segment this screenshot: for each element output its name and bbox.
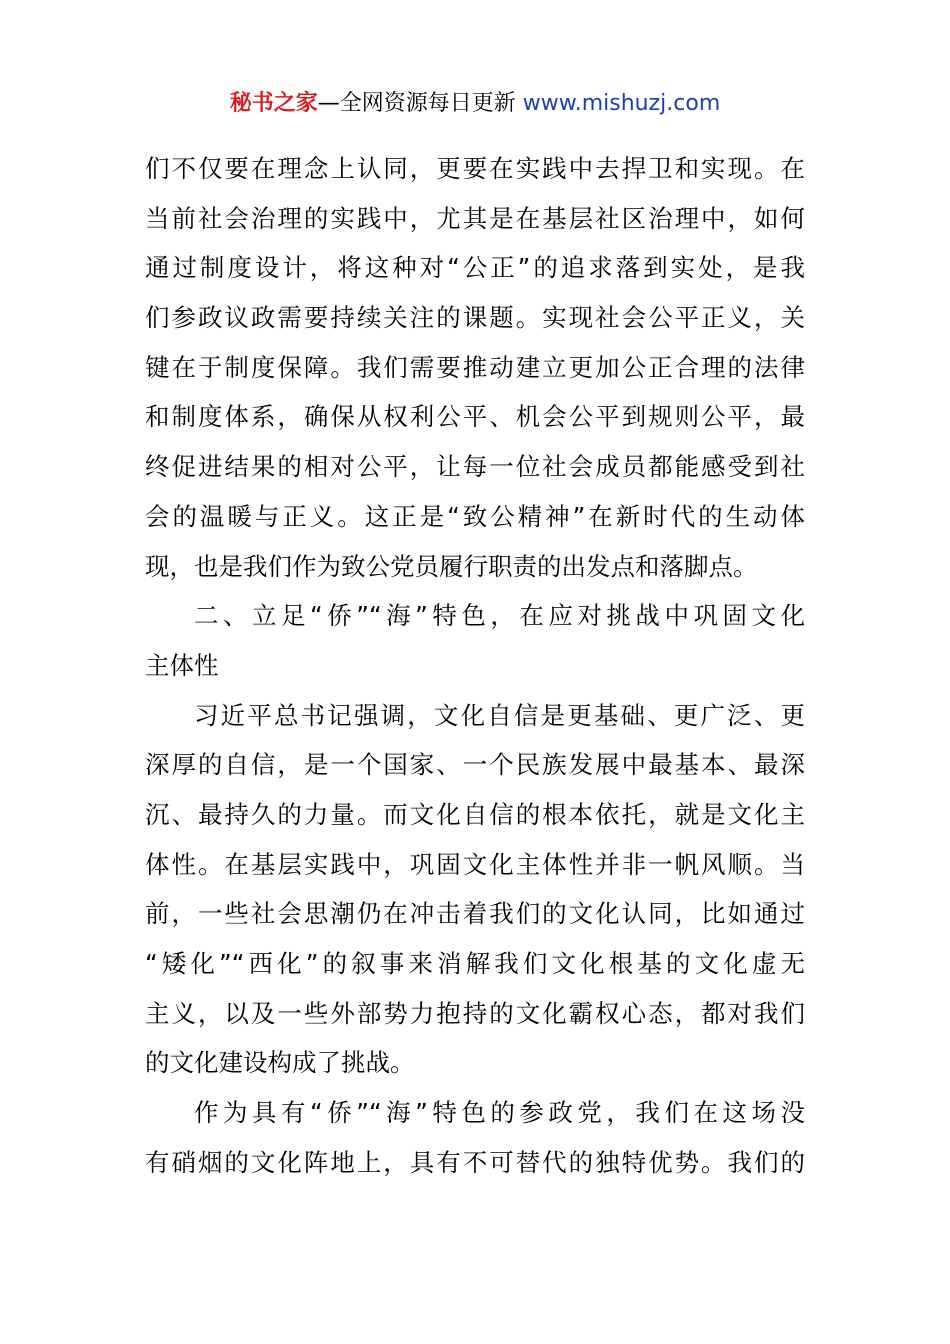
brand-name: 秘书之家	[229, 91, 318, 116]
text-line: 体性。在基层实践中，巩固文化主体性并非一帆风顺。当	[145, 849, 805, 879]
text-line: 会的温暖与正义。这正是“致公精神”在新时代的生动体	[145, 501, 805, 531]
text-line: 的文化建设构成了挑战。	[145, 1048, 415, 1078]
text-line: 沉、最持久的力量。而文化自信的根本依托，就是文化主	[145, 799, 805, 829]
text-line: 有硝烟的文化阵地上，具有不可替代的独特优势。我们的	[145, 1147, 805, 1177]
text-line: 通过制度设计，将这种对“公正”的追求落到实处，是我	[145, 253, 805, 283]
text-line: 现，也是我们作为致公党员履行职责的出发点和落脚点。	[145, 551, 758, 581]
text-line: 们不仅要在理念上认同，更要在实践中去捍卫和实现。在	[145, 154, 805, 183]
text-line: 当前社会治理的实践中，尤其是在基层社区治理中，如何	[145, 203, 805, 233]
text-line: 终促进结果的相对公平，让每一位社会成员都能感受到社	[145, 452, 805, 482]
text-line: 们参政议政需要持续关注的课题。实现社会公平正义，关	[145, 303, 805, 333]
document-body	[145, 144, 805, 1187]
section-heading-cont: 主体性	[145, 650, 219, 680]
text-line: 深厚的自信，是一个国家、一个民族发展中最基本、最深	[145, 750, 805, 780]
section-heading: 二、立足“侨”“海”特色，在应对挑战中巩固文化	[194, 601, 805, 631]
page-header	[0, 86, 950, 122]
text-line: 和制度体系，确保从权利公平、机会公平到规则公平，最	[145, 402, 805, 432]
text-line: 作为具有“侨”“海”特色的参政党，我们在这场没	[194, 1098, 805, 1128]
text-line: “矮化”“西化”的叙事来消解我们文化根基的文化虚无	[145, 949, 805, 978]
site-url[interactable]: www.mishuzj.com	[522, 91, 721, 116]
header-slogan: —全网资源每日更新	[317, 91, 516, 116]
text-line: 习近平总书记强调，文化自信是更基础、更广泛、更	[194, 700, 805, 730]
text-line: 键在于制度保障。我们需要推动建立更加公正合理的法律	[145, 352, 805, 382]
text-line: 主义，以及一些外部势力抱持的文化霸权心态，都对我们	[145, 998, 805, 1028]
text-line: 前，一些社会思潮仍在冲击着我们的文化认同，比如通过	[145, 899, 805, 929]
